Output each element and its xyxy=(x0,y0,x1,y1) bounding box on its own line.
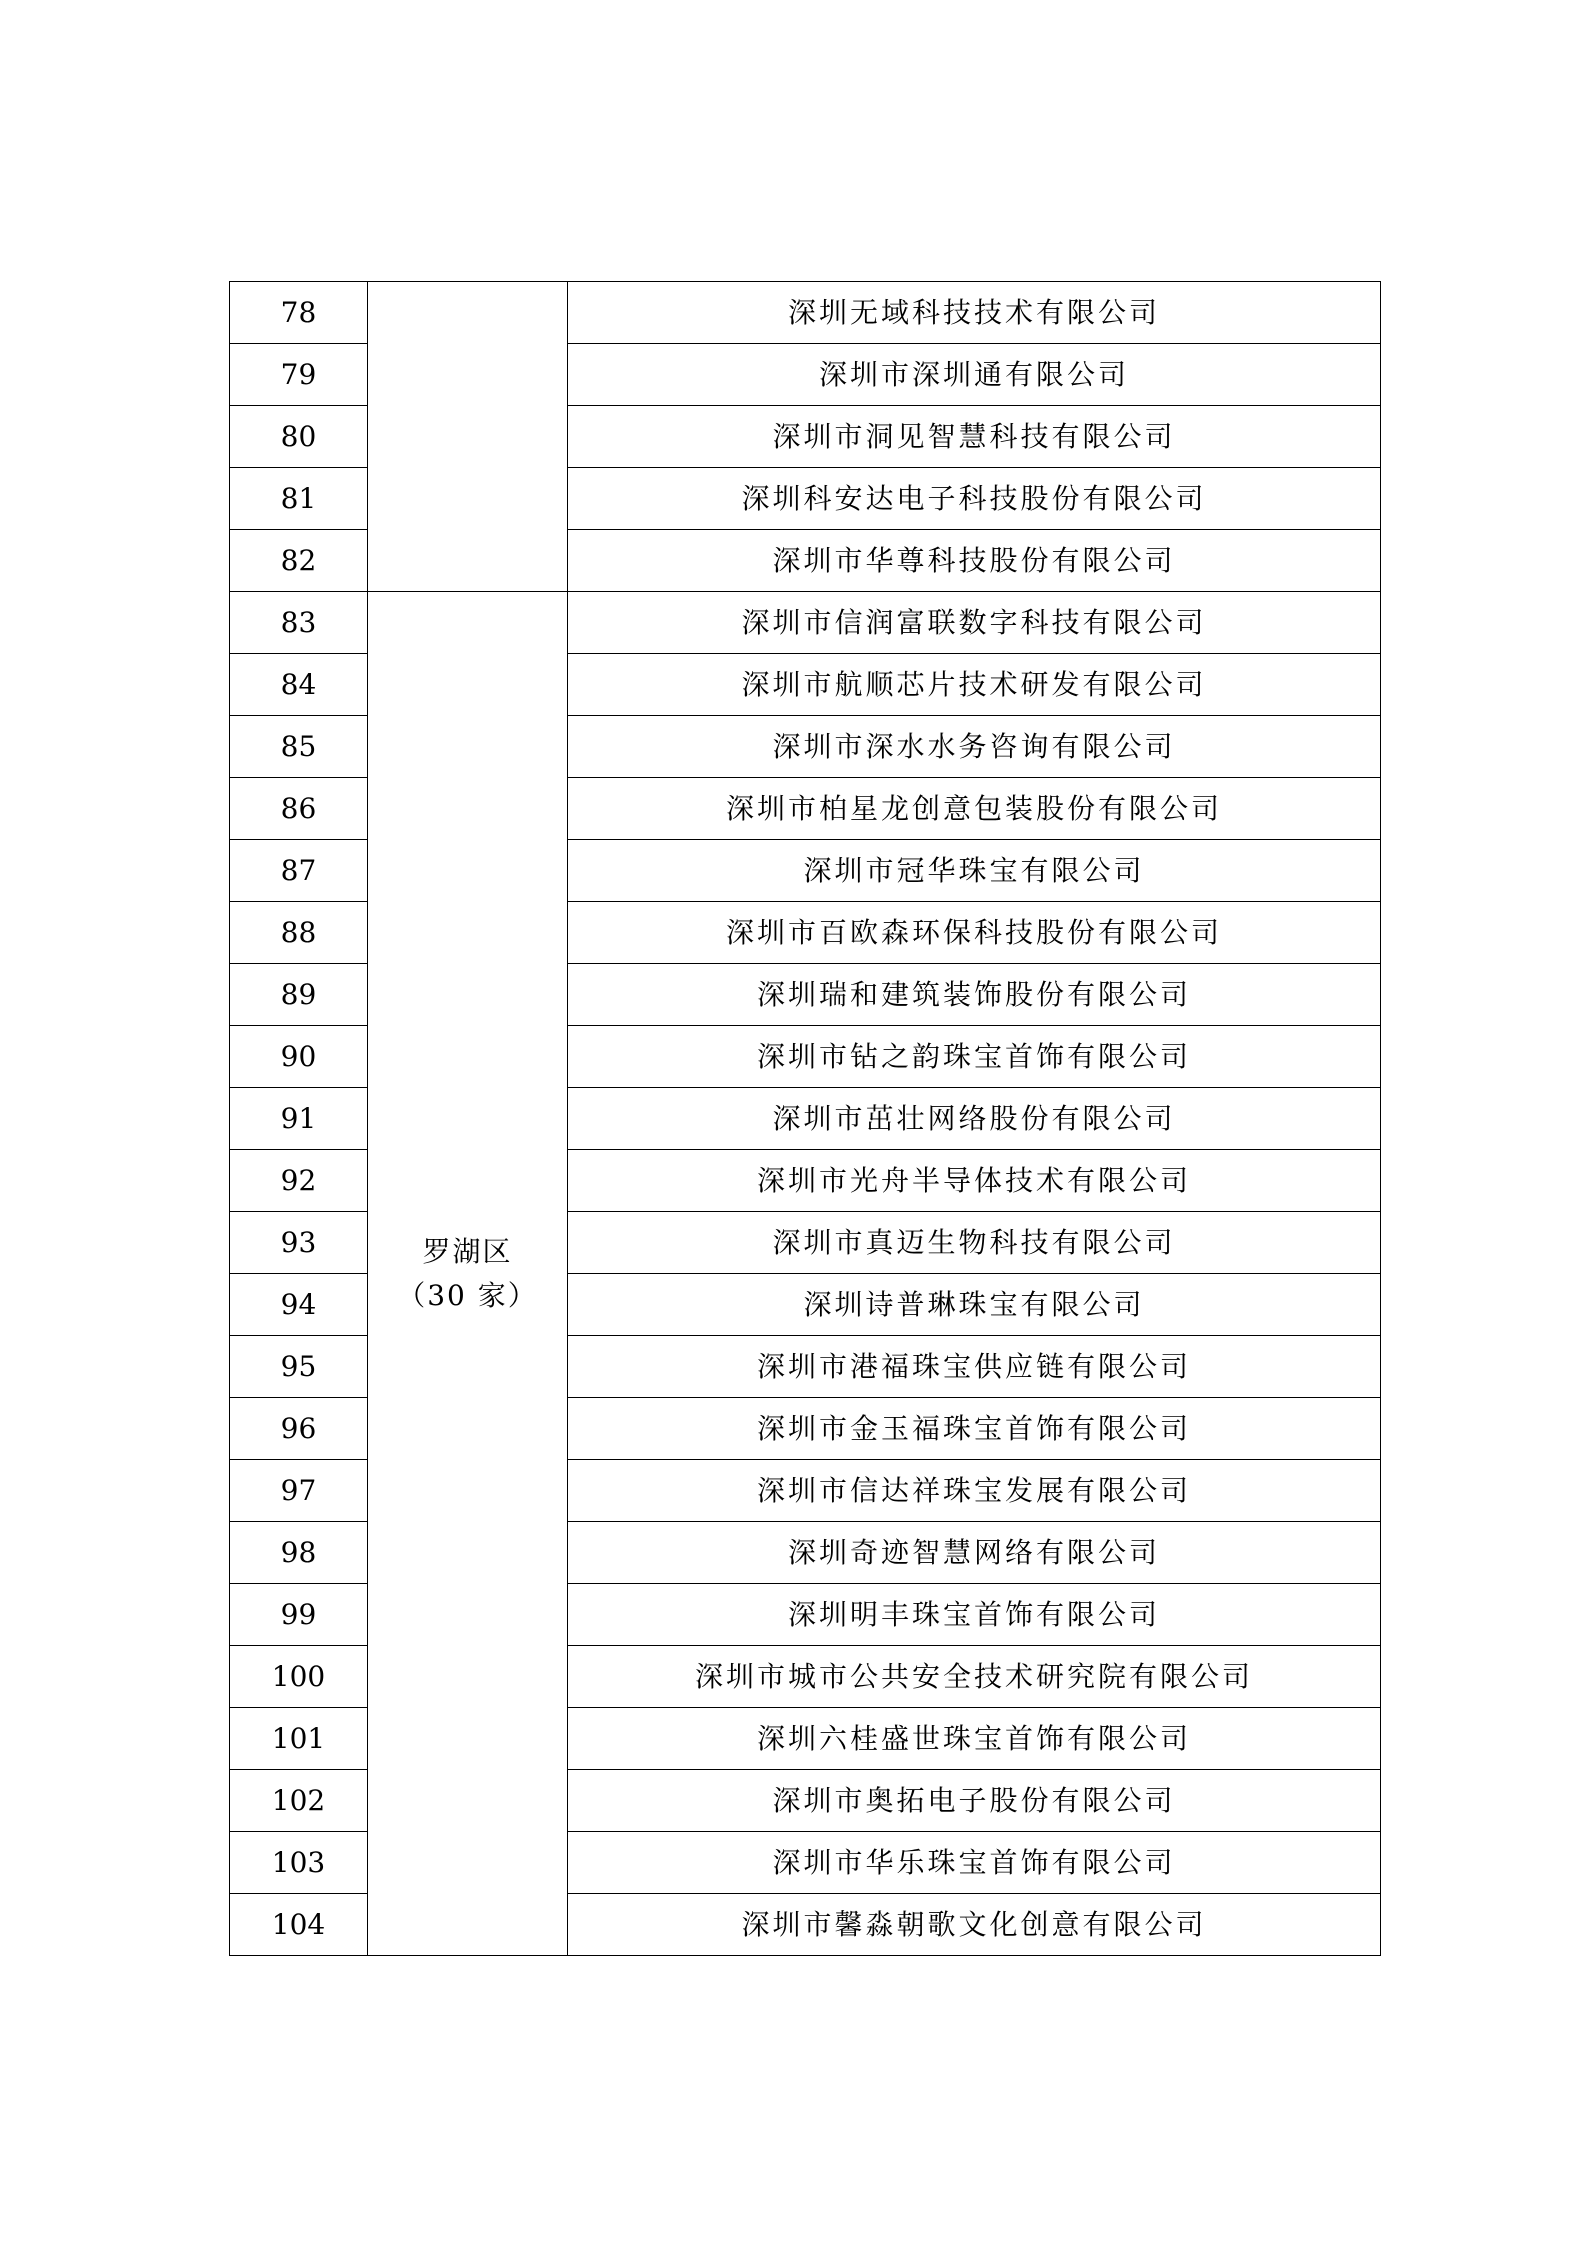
row-number: 86 xyxy=(230,778,368,840)
company-name: 深圳奇迹智慧网络有限公司 xyxy=(568,1522,1381,1584)
table-row xyxy=(230,282,1381,344)
company-name: 深圳六桂盛世珠宝首饰有限公司 xyxy=(568,1708,1381,1770)
row-number: 82 xyxy=(230,530,368,592)
row-number: 90 xyxy=(230,1026,368,1088)
table-row xyxy=(230,592,1381,654)
row-number: 83 xyxy=(230,592,368,654)
row-number: 80 xyxy=(230,406,368,468)
company-name: 深圳市真迈生物科技有限公司 xyxy=(568,1212,1381,1274)
row-number: 87 xyxy=(230,840,368,902)
row-number: 97 xyxy=(230,1460,368,1522)
row-number: 84 xyxy=(230,654,368,716)
row-number: 95 xyxy=(230,1336,368,1398)
district-name: 罗湖区 xyxy=(422,1234,513,1268)
company-name: 深圳市金玉福珠宝首饰有限公司 xyxy=(568,1398,1381,1460)
company-name: 深圳市洞见智慧科技有限公司 xyxy=(568,406,1381,468)
row-number: 96 xyxy=(230,1398,368,1460)
company-list-table xyxy=(229,281,1381,1956)
row-number: 89 xyxy=(230,964,368,1026)
row-number: 93 xyxy=(230,1212,368,1274)
company-name: 深圳市华尊科技股份有限公司 xyxy=(568,530,1381,592)
company-name: 深圳明丰珠宝首饰有限公司 xyxy=(568,1584,1381,1646)
row-number: 100 xyxy=(230,1646,368,1708)
company-name: 深圳科安达电子科技股份有限公司 xyxy=(568,468,1381,530)
company-name: 深圳市信润富联数字科技有限公司 xyxy=(568,592,1381,654)
company-name: 深圳市钻之韵珠宝首饰有限公司 xyxy=(568,1026,1381,1088)
row-number: 102 xyxy=(230,1770,368,1832)
company-name: 深圳市航顺芯片技术研发有限公司 xyxy=(568,654,1381,716)
row-number: 85 xyxy=(230,716,368,778)
row-number: 78 xyxy=(230,282,368,344)
row-number: 81 xyxy=(230,468,368,530)
company-name: 深圳市柏星龙创意包装股份有限公司 xyxy=(568,778,1381,840)
row-number: 99 xyxy=(230,1584,368,1646)
district-cell-luohu xyxy=(368,592,568,1956)
row-number: 91 xyxy=(230,1088,368,1150)
company-name: 深圳瑞和建筑装饰股份有限公司 xyxy=(568,964,1381,1026)
company-name: 深圳市冠华珠宝有限公司 xyxy=(568,840,1381,902)
row-number: 104 xyxy=(230,1894,368,1956)
district-cell-previous xyxy=(368,282,568,592)
company-name: 深圳市百欧森环保科技股份有限公司 xyxy=(568,902,1381,964)
company-name: 深圳市奥拓电子股份有限公司 xyxy=(568,1770,1381,1832)
company-name: 深圳市茁壮网络股份有限公司 xyxy=(568,1088,1381,1150)
company-name: 深圳市城市公共安全技术研究院有限公司 xyxy=(568,1646,1381,1708)
company-name: 深圳市华乐珠宝首饰有限公司 xyxy=(568,1832,1381,1894)
company-name: 深圳市港福珠宝供应链有限公司 xyxy=(568,1336,1381,1398)
district-count: （30 家） xyxy=(397,1278,538,1312)
company-name: 深圳市深水水务咨询有限公司 xyxy=(568,716,1381,778)
company-name: 深圳市光舟半导体技术有限公司 xyxy=(568,1150,1381,1212)
company-name: 深圳市信达祥珠宝发展有限公司 xyxy=(568,1460,1381,1522)
company-name: 深圳市深圳通有限公司 xyxy=(568,344,1381,406)
company-name: 深圳无域科技技术有限公司 xyxy=(568,282,1381,344)
row-number: 101 xyxy=(230,1708,368,1770)
company-name: 深圳诗普琳珠宝有限公司 xyxy=(568,1274,1381,1336)
company-name: 深圳市馨淼朝歌文化创意有限公司 xyxy=(568,1894,1381,1956)
row-number: 94 xyxy=(230,1274,368,1336)
row-number: 98 xyxy=(230,1522,368,1584)
row-number: 88 xyxy=(230,902,368,964)
row-number: 79 xyxy=(230,344,368,406)
row-number: 103 xyxy=(230,1832,368,1894)
row-number: 92 xyxy=(230,1150,368,1212)
